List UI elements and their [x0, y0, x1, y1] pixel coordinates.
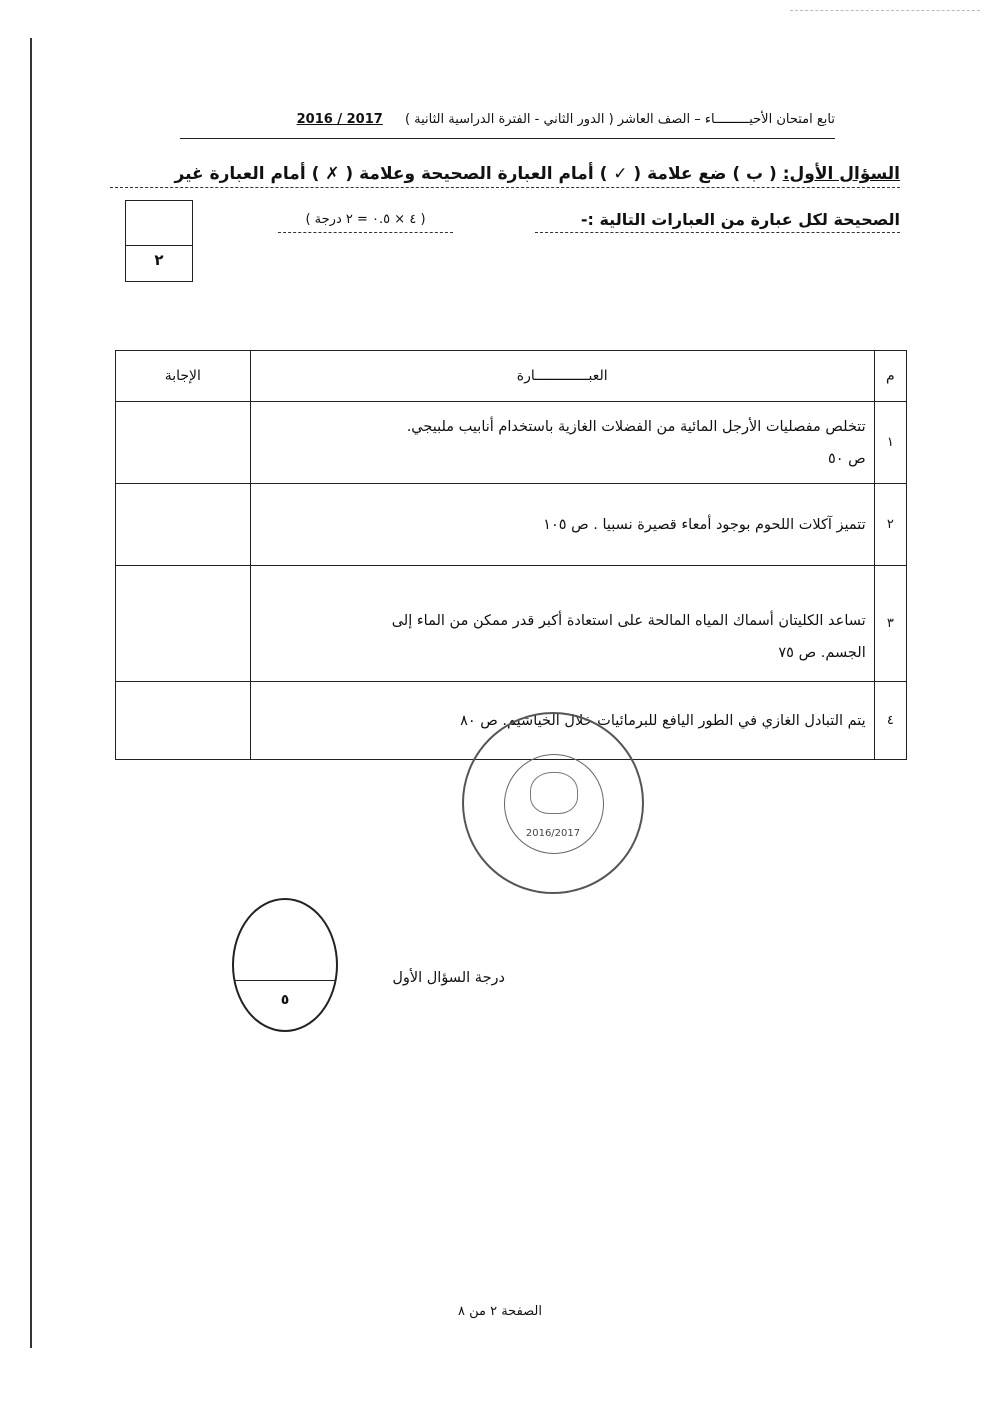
emblem-icon: [530, 772, 578, 814]
score-box: [125, 200, 193, 282]
row-page-ref: الجسم. ص ٧٥: [778, 644, 866, 661]
table-header-row: [116, 351, 907, 402]
header-year: 2017 / 2016: [296, 112, 383, 127]
table-row: [116, 402, 907, 484]
score-box-value: ٢: [154, 251, 164, 269]
exam-header: [180, 112, 835, 139]
header-num: م: [874, 351, 906, 402]
header-statement: العبـــــــــــــارة: [250, 351, 874, 402]
row-num: ٤: [874, 682, 906, 760]
total-score-value: ٥: [280, 992, 290, 1008]
row-statement-text: تتخلص مفصليات الأرجل المائية من الفضلات الغازية باستخدام أنابيب ملبيجي.: [406, 418, 866, 435]
total-score-circle: [232, 898, 338, 1032]
top-dashed-line: [790, 10, 980, 11]
question-instruction-line1: [110, 164, 900, 184]
answer-cell[interactable]: [116, 566, 251, 682]
official-stamp: [462, 712, 644, 894]
row-num: ٢: [874, 484, 906, 566]
header-title: تابع امتحان الأحيـــــــــاء – الصف العاشر ( الدور الثاني - الفترة الدراسية الثانية ): [404, 112, 835, 127]
row-statement-text: يتم التبادل الغازي في الطور اليافع للبرمائيات خلال الخياشيم. ص ٨٠: [460, 712, 866, 729]
statements-table: [115, 350, 907, 760]
row-statement-text: تتميز آكلات اللحوم بوجود أمعاء قصيرة نسبيا . ص ١٠٥: [543, 516, 866, 533]
row-num: ١: [874, 402, 906, 484]
row-statement: [250, 566, 874, 682]
row-num: ٣: [874, 566, 906, 682]
page-number: الصفحة ٢ من ٨: [457, 1304, 542, 1319]
header-answer: الإجابة: [116, 351, 251, 402]
question-text: ( ب ) ضع علامة ( ✓ ) أمام العبارة الصحيحة وعلامة ( ✗ ) أمام العبارة غير: [174, 164, 777, 184]
row-statement: [250, 484, 874, 566]
table-row: [116, 566, 907, 682]
margin-line: [30, 38, 32, 1348]
row-statement-text: تساعد الكليتان أسماك المياه المالحة على استعادة أكبر قدر ممكن من الماء إلى: [391, 612, 866, 629]
table-row: [116, 484, 907, 566]
stamp-date: 2016/2017: [525, 828, 581, 839]
question-instruction-line2: الصحيحة لكل عبارة من العبارات التالية :-: [535, 210, 900, 233]
answer-cell[interactable]: [116, 682, 251, 760]
grading-formula: ( ٤ × ٠.٥ = ٢ درجة ): [278, 212, 453, 233]
row-page-ref: ص ٥٠: [828, 450, 866, 467]
total-score-label: درجة السؤال الأول: [392, 970, 505, 986]
answer-cell[interactable]: [116, 484, 251, 566]
question-label: السؤال الأول:: [782, 164, 900, 184]
answer-cell[interactable]: [116, 402, 251, 484]
row-statement: [250, 402, 874, 484]
